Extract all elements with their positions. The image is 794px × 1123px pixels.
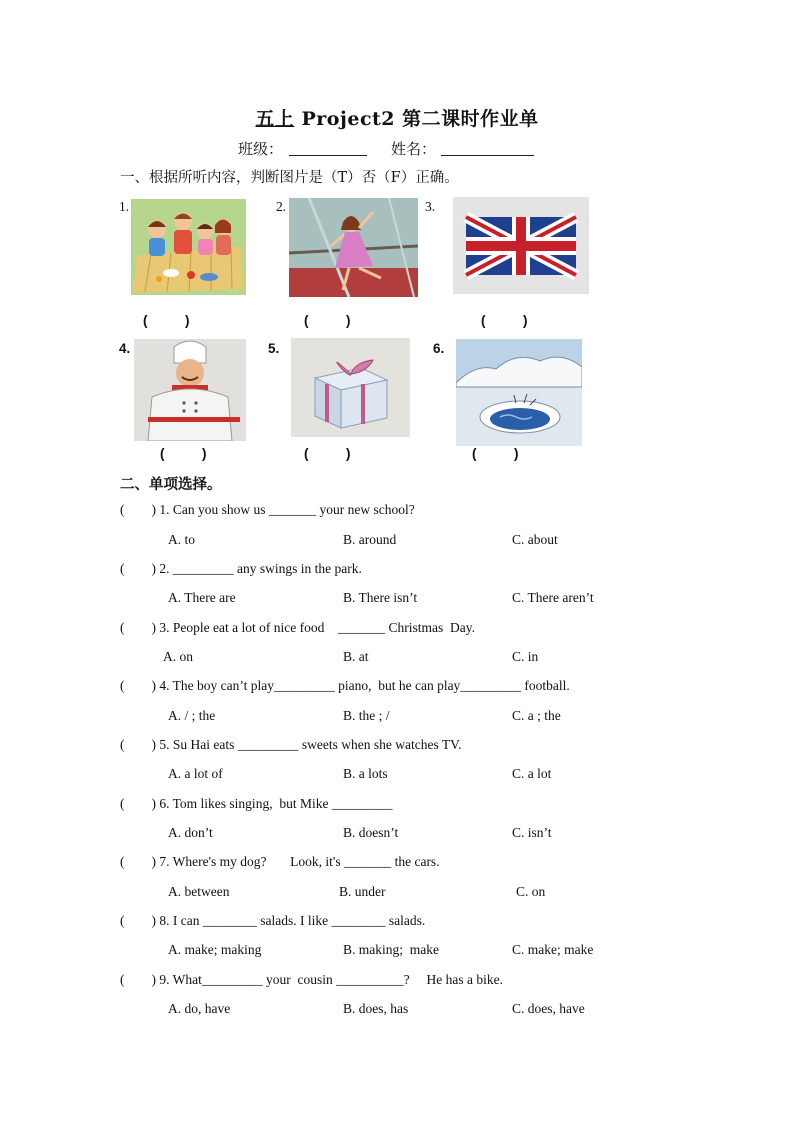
- item-number-6: 6.: [433, 341, 445, 356]
- option-b: B. doesn’t: [343, 825, 399, 840]
- question-2: [120, 561, 362, 577]
- option-b: B. at: [343, 649, 369, 664]
- option-a: A. make; making: [168, 942, 262, 957]
- part2-heading: 二、单项选择。: [120, 476, 222, 493]
- option-b: B. under: [339, 884, 386, 899]
- question-9: [120, 972, 503, 988]
- question-paren[interactable]: ( ): [120, 972, 156, 987]
- option-c: C. a ; the: [512, 708, 561, 723]
- union-jack-flag-picture: [453, 197, 589, 294]
- option-a: A. a lot of: [168, 766, 223, 781]
- answer-paren-4[interactable]: ( ): [160, 446, 207, 461]
- option-c: C. in: [512, 649, 539, 664]
- title-grade: 五上: [255, 108, 295, 130]
- question-text: 2. _________ any swings in the park.: [159, 561, 362, 576]
- question-7: [120, 854, 440, 870]
- question-text: 4. The boy can’t play_________ piano, but he can play_________ football.: [159, 678, 570, 693]
- question-text: 9. What_________ your cousin __________? He has a bike.: [159, 972, 503, 987]
- question-text: 1. Can you show us _______ your new school?: [159, 502, 415, 517]
- option-c: C. about: [512, 532, 558, 547]
- option-a: A. to: [168, 532, 195, 547]
- question-text: 3. People eat a lot of nice food _______ Christmas Day.: [159, 620, 475, 635]
- question-3: [120, 620, 475, 636]
- answer-paren-2[interactable]: ( ): [304, 313, 351, 328]
- question-text: 6. Tom likes singing, but Mike _________: [159, 796, 393, 811]
- name-blank[interactable]: [441, 155, 534, 156]
- option-b: B. a lots: [343, 766, 388, 781]
- question-paren[interactable]: ( ): [120, 620, 156, 635]
- answer-paren-1[interactable]: ( ): [143, 313, 190, 328]
- answer-paren-6[interactable]: ( ): [472, 446, 519, 461]
- option-b: B. the ; /: [343, 708, 390, 723]
- question-paren[interactable]: ( ): [120, 737, 156, 752]
- option-c: C. There aren’t: [512, 590, 594, 605]
- option-c: C. a lot: [512, 766, 552, 781]
- answer-paren-3[interactable]: ( ): [481, 313, 528, 328]
- option-a: A. There are: [168, 590, 236, 605]
- question-text: 7. Where's my dog? Look, it's _______ the cars.: [159, 854, 440, 869]
- question-6: [120, 796, 393, 812]
- option-a: A. do, have: [168, 1001, 231, 1016]
- option-c: C. on: [516, 884, 546, 899]
- option-b: B. making; make: [343, 942, 439, 957]
- option-c: C. isn’t: [512, 825, 552, 840]
- item-number-5: 5.: [268, 341, 280, 356]
- ice-hole-picture: [456, 339, 582, 446]
- worksheet-title: [0, 104, 794, 131]
- question-paren[interactable]: ( ): [120, 854, 156, 869]
- question-text: 5. Su Hai eats _________ sweets when she watches TV.: [159, 737, 462, 752]
- option-b: B. around: [343, 532, 397, 547]
- option-c: C. does, have: [512, 1001, 585, 1016]
- class-blank[interactable]: [289, 155, 367, 156]
- family-picnic-picture: [131, 199, 246, 295]
- title-text: Project2 第二课时作业单: [294, 108, 539, 130]
- class-label: 班级：: [238, 140, 284, 158]
- question-paren[interactable]: ( ): [120, 561, 156, 576]
- question-paren[interactable]: ( ): [120, 678, 156, 693]
- question-8: [120, 913, 425, 929]
- question-paren[interactable]: ( ): [120, 796, 156, 811]
- item-number-1: 1.: [119, 199, 130, 214]
- option-a: A. between: [168, 884, 230, 899]
- item-number-2: 2.: [276, 199, 287, 214]
- girl-dancing-picture: [289, 198, 418, 297]
- option-c: C. make; make: [512, 942, 594, 957]
- option-b: B. There isn’t: [343, 590, 418, 605]
- question-paren[interactable]: ( ): [120, 502, 156, 517]
- question-4: [120, 678, 570, 694]
- item-number-3: 3.: [425, 199, 436, 214]
- chef-picture: [134, 339, 246, 441]
- option-a: A. / ; the: [168, 708, 216, 723]
- question-5: [120, 737, 461, 753]
- option-a: A. don’t: [168, 825, 213, 840]
- item-number-4: 4.: [119, 341, 131, 356]
- answer-paren-5[interactable]: ( ): [304, 446, 351, 461]
- gift-box-picture: [291, 338, 410, 437]
- part1-heading: 一、根据所听内容，判断图片是（T）否（F）正确。: [120, 170, 459, 186]
- question-1: [120, 502, 415, 518]
- option-a: A. on: [163, 649, 193, 664]
- question-text: 8. I can ________ salads. I like ________ salads.: [159, 913, 426, 928]
- option-b: B. does, has: [343, 1001, 409, 1016]
- question-paren[interactable]: ( ): [120, 913, 156, 928]
- name-label: 姓名：: [391, 140, 437, 158]
